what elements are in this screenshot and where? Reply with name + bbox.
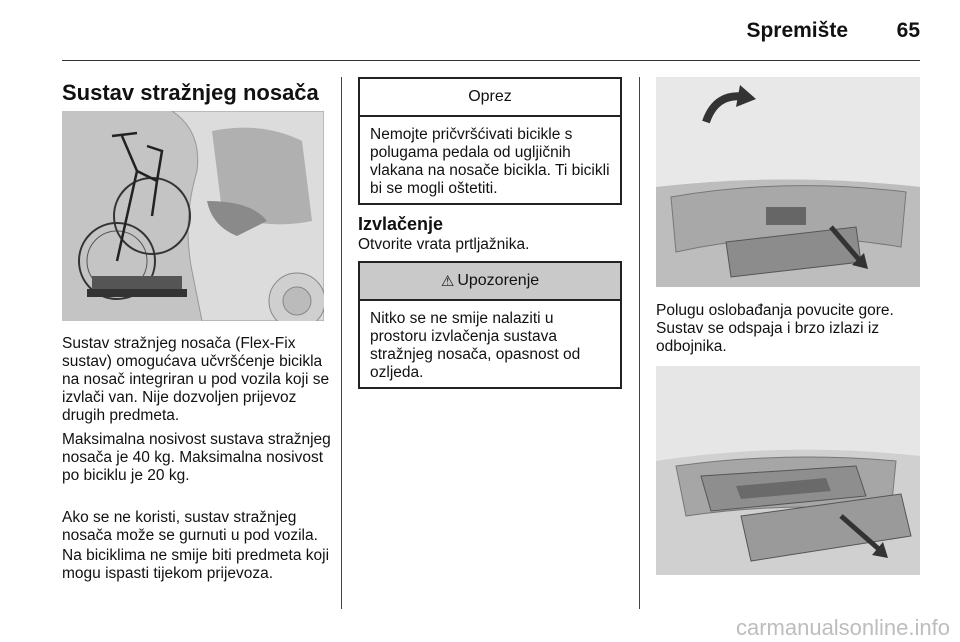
storage-paragraph: Ako se ne koristi, sustav stražnjeg nosača može se gurnuti u pod vozila. <box>62 509 318 544</box>
loose-items-paragraph: Na biciklima ne smije biti predmeta koji mogu ispasti tijekom prijevoza. <box>62 547 330 582</box>
subsection-title: Izvlačenje <box>358 214 444 234</box>
release-caption: Polugu oslobađanja povucite gore. Sustav se odspaja i brzo izlazi iz odbojnika. <box>656 302 894 355</box>
release-lever-drawing <box>656 77 920 287</box>
warning-text: Nitko se ne smije nalaziti u prostoru izvlačenja sustava stražnjeg nosača, opasnost od ozljeda. <box>370 310 581 381</box>
page-number: 65 <box>896 19 920 42</box>
extended-carrier-drawing <box>656 366 920 575</box>
caution-text: Nemojte pričvršćivati bicikle s polugama pedala od ugljičnih vlakana na nosače bicikla. Ti bicikli bi se mogli oštetiti. <box>370 126 610 197</box>
warning-header <box>360 263 620 301</box>
intro-paragraph: Sustav stražnjeg nosača (Flex-Fix sustav) omogućava učvršćenje bicikla na nosač integriran u pod vozila koji se izvlači van. Nije dozvoljen prijevoz drugih predmeta. <box>62 335 330 424</box>
release-lever-illustration <box>656 77 920 287</box>
bike-carrier-drawing <box>62 111 324 321</box>
warning-title: Upozorenje <box>457 272 540 289</box>
subsection-text: Otvorite vrata prtljažnika. <box>358 236 530 253</box>
section-title: Sustav stražnjeg nosača <box>62 80 319 105</box>
header-rule <box>62 60 920 61</box>
warning-triangle-icon: ⚠ <box>440 273 455 290</box>
caution-title: Oprez <box>360 79 620 117</box>
load-capacity-paragraph: Maksimalna nosivost sustava stražnjeg nosača je 40 kg. Maksimalna nosivost po biciklu je 20 kg. <box>62 431 331 484</box>
caution-box <box>358 77 622 205</box>
running-header-title: Spremište <box>746 19 848 42</box>
bike-carrier-illustration <box>62 111 324 321</box>
column-separator-right <box>639 77 640 609</box>
extended-carrier-illustration <box>656 366 920 575</box>
footer-watermark: carmanualsonline.info <box>735 615 950 640</box>
column-separator-left <box>341 77 342 609</box>
warning-box <box>358 261 622 389</box>
